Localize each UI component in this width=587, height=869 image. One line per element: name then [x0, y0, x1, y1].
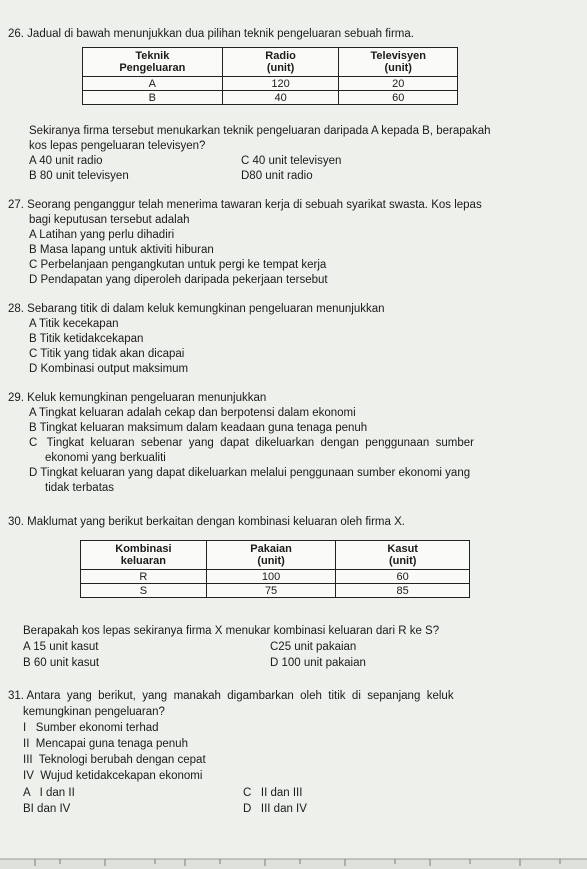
q30-cell: S — [81, 584, 207, 598]
q28-option-d: D Kombinasi output maksimum — [29, 363, 189, 375]
q26-table-row — [83, 91, 458, 105]
q30-cell: R — [81, 570, 207, 584]
q30-cell: 85 — [336, 584, 470, 598]
q30-table-row — [81, 584, 470, 598]
q26-option-b: B 80 unit televisyen — [29, 170, 129, 182]
q26-cell: B — [83, 91, 223, 105]
q29-option-b: B Tingkat keluaran maksimum dalam keadaan guna tenaga penuh — [29, 422, 368, 434]
q29-stem: 29. Keluk kemungkinan pengeluaran menunjukkan — [8, 392, 267, 404]
q26-cell: 20 — [339, 77, 458, 91]
q30-table — [80, 540, 470, 598]
q26-header-tv-2: (unit) — [384, 62, 412, 74]
q26-option-d: D80 unit radio — [241, 170, 313, 182]
q26-option-c: C 40 unit televisyen — [241, 155, 342, 167]
q28-option-b: B Titik ketidakcekapan — [29, 333, 144, 345]
q26-header-radio — [222, 48, 339, 77]
q30-question: Berapakah kos lepas sekiranya firma X menukar kombinasi keluaran dari R ke S? — [23, 625, 440, 637]
q30-stem: 30. Maklumat yang berikut berkaitan dengan kombinasi keluaran oleh firma X. — [8, 516, 405, 528]
q29-option-c-line2: ekonomi yang berkualiti — [45, 452, 166, 464]
q26-cell: A — [83, 77, 223, 91]
q28-option-a: A Titik kecekapan — [29, 318, 119, 330]
q31-stem-line2: kemungkinan pengeluaran? — [23, 706, 165, 718]
q30-table-row — [81, 570, 470, 584]
q30-cell: 75 — [206, 584, 336, 598]
q31-option-b: BI dan IV — [23, 803, 71, 815]
q27-option-a: A Latihan yang perlu dihadiri — [29, 229, 175, 241]
q30-option-d: D 100 unit pakaian — [270, 657, 366, 669]
q26-table-row — [83, 77, 458, 91]
q29-option-d-line1: D Tingkat keluaran yang dapat dikeluarkan melalui penggunaan sumber ekonomi yang — [29, 467, 471, 479]
q28-option-c: C Titik yang tidak akan dicapai — [29, 348, 185, 360]
q27-stem-line2: bagi keputusan tersebut adalah — [29, 214, 190, 226]
q31-item-3: III Teknologi berubah dengan cepat — [23, 754, 206, 766]
q30-cell: 100 — [206, 570, 336, 584]
q30-header-kombinasi-1: Kombinasi — [115, 543, 172, 555]
q26-cell: 40 — [222, 91, 339, 105]
q29-option-c-line1: C Tingkat keluaran sebenar yang dapat dikeluarkan dengan penggunaan sumber — [29, 437, 474, 449]
q27-stem-line1: 27. Seorang penganggur telah menerima tawaran kerja di sebuah syarikat swasta. Kos lepas — [8, 199, 482, 211]
q30-table-header — [81, 541, 470, 570]
q31-item-1: I Sumber ekonomi terhad — [23, 722, 159, 734]
q26-header-radio-1: Radio — [265, 50, 296, 62]
q31-option-c: C II dan III — [243, 787, 303, 799]
q29-option-d-line2: tidak terbatas — [45, 482, 115, 494]
q31-option-d: D III dan IV — [243, 803, 307, 815]
q26-header-radio-2: (unit) — [266, 62, 295, 74]
q31-option-a: A I dan II — [23, 787, 75, 799]
q30-header-kasut-1: Kasut — [387, 543, 418, 555]
q31-item-2: II Mencapai guna tenaga penuh — [23, 738, 188, 750]
q27-option-d: D Pendapatan yang diperoleh daripada pekerjaan tersebut — [29, 274, 328, 286]
q30-header-kasut-2: (unit) — [388, 555, 417, 567]
q27-option-c: C Perbelanjaan pengangkutan untuk pergi ke tempat kerja — [29, 259, 327, 271]
q26-table — [82, 47, 458, 105]
q29-option-a: A Tingkat keluaran adalah cekap dan berpotensi dalam ekonomi — [29, 407, 356, 419]
q30-option-a: A 15 unit kasut — [23, 641, 99, 653]
q30-header-pakaian-2: (unit) — [257, 555, 285, 567]
q26-stem: 26. Jadual di bawah menunjukkan dua pilihan teknik pengeluaran sebuah firma. — [8, 28, 414, 40]
q27-option-b: B Masa lapang untuk aktiviti hiburan — [29, 244, 214, 256]
q30-option-b: B 60 unit kasut — [23, 657, 100, 669]
q26-cell: 60 — [339, 91, 458, 105]
q28-stem: 28. Sebarang titik di dalam keluk kemungkinan pengeluaran menunjukkan — [8, 303, 385, 315]
q30-option-c: C25 unit pakaian — [270, 641, 357, 653]
q26-question-line2: kos lepas pengeluaran televisyen? — [29, 140, 206, 152]
q30-cell: 60 — [336, 570, 470, 584]
q30-header-kombinasi — [81, 541, 207, 570]
q26-header-teknik-1: Teknik — [135, 50, 170, 62]
q30-header-pakaian-1: Pakaian — [250, 543, 292, 555]
q31-item-4: IV Wujud ketidakcekapan ekonomi — [23, 770, 203, 782]
q26-cell: 120 — [222, 77, 339, 91]
q30-header-kombinasi-2: keluaran — [120, 555, 167, 567]
q31-stem-line1: 31. Antara yang berikut, yang manakah digambarkan oleh titik di sepanjang keluk — [8, 690, 454, 702]
q26-header-tv — [339, 48, 458, 77]
q26-header-teknik — [83, 48, 223, 77]
q26-header-teknik-2: Pengeluaran — [119, 62, 186, 74]
q26-question-line1: Sekiranya firma tersebut menukarkan teknik pengeluaran daripada A kepada B, berapakah — [29, 125, 491, 137]
q30-header-kasut — [336, 541, 470, 570]
q26-header-tv-1: Televisyen — [370, 50, 426, 62]
page-bottom-edge — [0, 853, 587, 869]
q30-header-pakaian — [206, 541, 336, 570]
q26-table-header — [83, 48, 458, 77]
q26-option-a: A 40 unit radio — [29, 155, 103, 167]
